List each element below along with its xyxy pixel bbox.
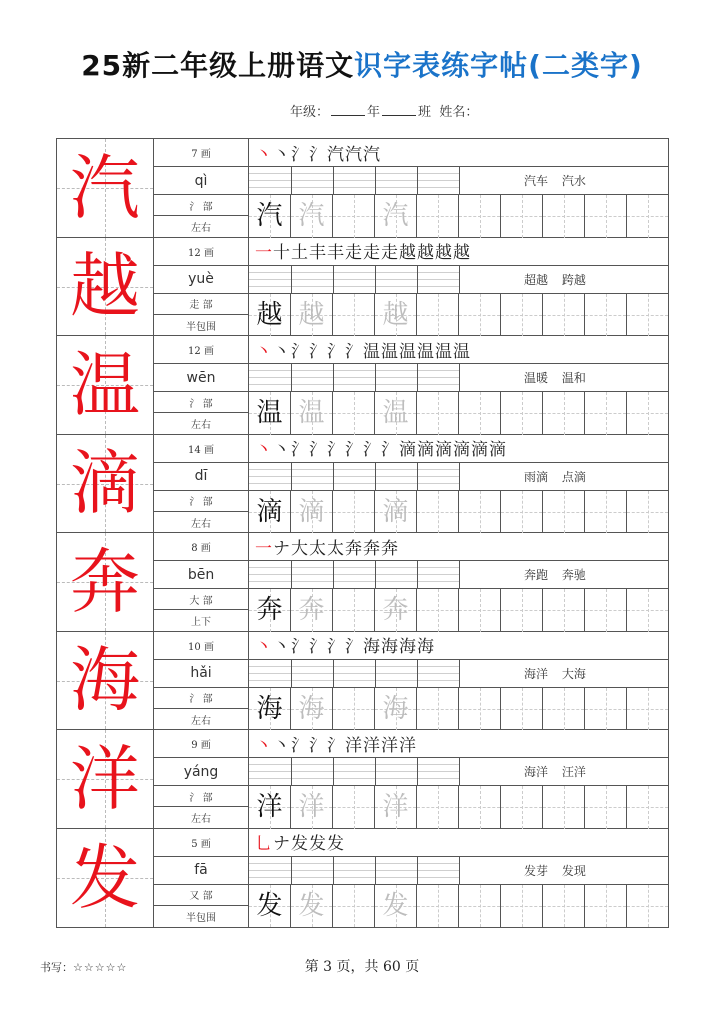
grade-label: 年级： [290, 105, 330, 120]
trace-character: 海 [382, 693, 409, 724]
writing-grid [249, 392, 668, 435]
name-label: 姓名： [439, 105, 479, 120]
big-character [57, 336, 154, 434]
writing-cell[interactable] [291, 294, 333, 337]
structure: 半包围 [154, 906, 249, 928]
model-character: 发 [256, 890, 283, 921]
writing-cell[interactable] [459, 885, 501, 928]
pinyin: qì [154, 167, 249, 195]
trace-character: 奔 [298, 595, 325, 626]
pinyin-practice-area[interactable] [249, 758, 668, 786]
trace-character: 海 [298, 693, 325, 724]
writing-cell[interactable] [417, 294, 459, 337]
character-row [57, 435, 668, 534]
writing-grid [249, 195, 668, 238]
character-row [57, 336, 668, 435]
grade-blank[interactable] [331, 106, 365, 116]
trace-character: 滴 [298, 496, 325, 527]
character-row [57, 533, 668, 632]
writing-grid [249, 688, 668, 731]
stroke-count: 12 画 [154, 238, 249, 266]
trace-character: 奔 [382, 595, 409, 626]
writing-cell[interactable] [333, 294, 375, 337]
trace-character: 发 [382, 890, 409, 921]
writing-cell[interactable] [543, 195, 585, 238]
radical: 又 部 [154, 885, 249, 906]
writing-cell[interactable] [543, 491, 585, 534]
writing-cell[interactable] [501, 688, 543, 731]
structure: 左右 [154, 807, 249, 829]
big-character-glyph: 洋 [70, 737, 140, 820]
trace-character: 洋 [298, 792, 325, 823]
writing-cell[interactable] [249, 294, 291, 337]
stroke-order [249, 632, 668, 660]
student-info [290, 101, 478, 120]
writing-cell[interactable] [459, 294, 501, 337]
model-character: 洋 [256, 792, 283, 823]
practice-sheet [56, 138, 669, 928]
writing-cell[interactable] [417, 786, 459, 829]
writing-cell[interactable] [543, 294, 585, 337]
structure: 半包围 [154, 315, 249, 337]
writing-cell[interactable] [585, 885, 627, 928]
writing-cell[interactable] [459, 491, 501, 534]
writing-cell[interactable] [543, 589, 585, 632]
writing-cell[interactable] [627, 491, 669, 534]
trace-character: 温 [298, 398, 325, 429]
model-character: 汽 [256, 201, 283, 232]
writing-cell[interactable] [375, 392, 417, 435]
trace-character: 温 [382, 398, 409, 429]
structure: 上下 [154, 610, 249, 632]
stroke-order [249, 730, 668, 758]
stroke-sequence: 丶丶氵氵氵氵氵氵滴滴滴滴滴滴 [255, 440, 507, 460]
writing-cell[interactable] [291, 688, 333, 731]
character-row [57, 632, 668, 731]
writing-cell[interactable] [417, 392, 459, 435]
writing-cell[interactable] [501, 294, 543, 337]
big-character-glyph: 奔 [70, 540, 140, 623]
writing-grid [249, 885, 668, 928]
rating-stars[interactable]: ☆☆☆☆☆ [73, 961, 128, 974]
radical: 氵 部 [154, 491, 249, 512]
writing-cell[interactable] [459, 195, 501, 238]
model-character: 海 [256, 693, 283, 724]
writing-cell[interactable] [459, 392, 501, 435]
pinyin-practice-area[interactable] [249, 167, 668, 195]
writing-cell[interactable] [249, 885, 291, 928]
pinyin: dī [154, 463, 249, 491]
writing-cell[interactable] [417, 589, 459, 632]
structure: 左右 [154, 413, 249, 435]
writing-cell[interactable] [459, 688, 501, 731]
big-character-glyph: 汽 [70, 146, 140, 229]
writing-cell[interactable] [501, 589, 543, 632]
writing-cell[interactable] [543, 786, 585, 829]
big-character-glyph: 温 [70, 343, 140, 426]
stroke-order [249, 435, 668, 463]
pinyin: yáng [154, 758, 249, 786]
pinyin: fā [154, 857, 249, 885]
stroke-sequence: 一ナ大太太奔奔奔 [255, 538, 399, 559]
writing-cell[interactable] [375, 491, 417, 534]
stroke-count: 10 画 [154, 632, 249, 660]
trace-character: 汽 [298, 201, 325, 232]
rating-label: 书写： [40, 961, 73, 974]
writing-grid [249, 491, 668, 534]
stroke-sequence: 丶丶氵氵汽汽汽 [255, 144, 381, 165]
big-character-glyph: 越 [70, 245, 140, 328]
page-title [0, 44, 724, 84]
stroke-sequence: 丶丶氵氵氵氵海海海海 [255, 637, 435, 657]
trace-character: 越 [298, 299, 325, 330]
big-character [57, 238, 154, 336]
writing-cell[interactable] [543, 885, 585, 928]
writing-cell[interactable] [627, 589, 669, 632]
stroke-count: 14 画 [154, 435, 249, 463]
stroke-sequence: 丶丶氵氵氵氵温温温温温温 [255, 341, 471, 362]
trace-character: 滴 [382, 496, 409, 527]
example-words: 汽车 汽水 [459, 167, 668, 194]
writing-cell[interactable] [333, 786, 375, 829]
big-character [57, 730, 154, 828]
writing-cell[interactable] [375, 195, 417, 238]
page-number: 第 3 页，共 60 页 [304, 959, 420, 975]
writing-cell[interactable] [627, 688, 669, 731]
big-character-glyph: 发 [70, 836, 140, 919]
stroke-order [249, 829, 668, 857]
writing-cell[interactable] [501, 392, 543, 435]
stroke-count: 12 画 [154, 336, 249, 364]
writing-cell[interactable] [291, 786, 333, 829]
example-words: 发芽 发现 [459, 857, 668, 884]
writing-cell[interactable] [585, 688, 627, 731]
character-row [57, 238, 668, 337]
writing-cell[interactable] [333, 688, 375, 731]
stroke-order [249, 139, 668, 167]
title-main: 25新二年级上册语文 [81, 49, 355, 82]
writing-cell[interactable] [375, 294, 417, 337]
big-character [57, 632, 154, 730]
writing-cell[interactable] [291, 392, 333, 435]
title-accent: 识字表练字帖(二类字) [354, 49, 643, 82]
radical: 氵 部 [154, 195, 249, 216]
class-blank[interactable] [382, 106, 416, 116]
pinyin: wēn [154, 364, 249, 392]
character-row [57, 730, 668, 829]
writing-cell[interactable] [543, 688, 585, 731]
writing-cell[interactable] [249, 786, 291, 829]
writing-cell[interactable] [291, 589, 333, 632]
example-words: 雨滴 点滴 [459, 463, 668, 490]
writing-cell[interactable] [249, 392, 291, 435]
writing-cell[interactable] [375, 688, 417, 731]
character-row [57, 829, 668, 928]
pinyin-practice-area[interactable] [249, 463, 668, 491]
writing-cell[interactable] [501, 195, 543, 238]
pinyin-practice-area[interactable] [249, 660, 668, 688]
big-character-glyph: 海 [70, 639, 140, 722]
model-character: 温 [256, 398, 283, 429]
writing-cell[interactable] [627, 392, 669, 435]
writing-cell[interactable] [459, 589, 501, 632]
radical: 氵 部 [154, 786, 249, 807]
example-words: 海洋 大海 [459, 660, 668, 687]
writing-cell[interactable] [417, 195, 459, 238]
writing-cell[interactable] [291, 195, 333, 238]
character-row [57, 139, 668, 238]
stroke-order [249, 533, 668, 561]
writing-cell[interactable] [249, 589, 291, 632]
radical: 氵 部 [154, 392, 249, 413]
big-character [57, 139, 154, 237]
writing-cell[interactable] [417, 688, 459, 731]
writing-cell[interactable] [333, 195, 375, 238]
example-words: 超越 跨越 [459, 266, 668, 293]
model-character: 奔 [256, 595, 283, 626]
stroke-sequence: 一十土丰丰走走走越越越越 [255, 243, 471, 263]
trace-character: 越 [382, 299, 409, 330]
writing-cell[interactable] [501, 786, 543, 829]
writing-cell[interactable] [627, 294, 669, 337]
stroke-order [249, 238, 668, 266]
writing-cell[interactable] [291, 491, 333, 534]
stroke-count: 9 画 [154, 730, 249, 758]
writing-grid [249, 786, 668, 829]
stroke-sequence: 乚ナ发发发 [255, 834, 345, 854]
structure: 左右 [154, 512, 249, 534]
writing-cell[interactable] [375, 786, 417, 829]
radical: 大 部 [154, 589, 249, 610]
stroke-count: 7 画 [154, 139, 249, 167]
pinyin-practice-area[interactable] [249, 857, 668, 885]
radical: 走 部 [154, 294, 249, 315]
big-character [57, 533, 154, 631]
model-character: 滴 [256, 496, 283, 527]
writing-cell[interactable] [249, 195, 291, 238]
writing-cell[interactable] [375, 589, 417, 632]
pinyin: hǎi [154, 660, 249, 688]
writing-cell[interactable] [333, 885, 375, 928]
writing-grid [249, 589, 668, 632]
trace-character: 洋 [382, 792, 409, 823]
trace-character: 发 [298, 890, 325, 921]
example-words: 奔跑 奔驰 [459, 561, 668, 588]
writing-cell[interactable] [585, 589, 627, 632]
writing-cell[interactable] [627, 885, 669, 928]
stroke-sequence: 丶丶氵氵氵洋洋洋洋 [255, 735, 417, 756]
writing-cell[interactable] [291, 885, 333, 928]
stroke-count: 5 画 [154, 829, 249, 857]
writing-cell[interactable] [417, 885, 459, 928]
writing-cell[interactable] [501, 491, 543, 534]
writing-cell[interactable] [249, 688, 291, 731]
pinyin: yuè [154, 266, 249, 294]
writing-cell[interactable] [375, 885, 417, 928]
big-character-glyph: 滴 [70, 442, 140, 525]
example-words: 温暖 温和 [459, 364, 668, 391]
structure: 左右 [154, 709, 249, 731]
big-character [57, 435, 154, 533]
pinyin-practice-area[interactable] [249, 266, 668, 294]
example-words: 海洋 汪洋 [459, 758, 668, 785]
class-label: 班 [418, 105, 432, 120]
trace-character: 汽 [382, 201, 409, 232]
pinyin-practice-area[interactable] [249, 364, 668, 392]
structure: 左右 [154, 216, 249, 238]
writing-cell[interactable] [585, 392, 627, 435]
writing-cell[interactable] [417, 491, 459, 534]
writing-cell[interactable] [585, 294, 627, 337]
writing-cell[interactable] [627, 786, 669, 829]
writing-cell[interactable] [333, 392, 375, 435]
writing-cell[interactable] [543, 392, 585, 435]
stroke-count: 8 画 [154, 533, 249, 561]
writing-cell[interactable] [459, 786, 501, 829]
writing-cell[interactable] [249, 491, 291, 534]
radical: 氵 部 [154, 688, 249, 709]
writing-cell[interactable] [627, 195, 669, 238]
big-character [57, 829, 154, 928]
writing-cell[interactable] [585, 491, 627, 534]
writing-cell[interactable] [585, 195, 627, 238]
pinyin: bēn [154, 561, 249, 589]
year-label: 年 [367, 105, 381, 120]
writing-cell[interactable] [333, 491, 375, 534]
writing-grid [249, 294, 668, 337]
pinyin-practice-area[interactable] [249, 561, 668, 589]
stroke-order [249, 336, 668, 364]
model-character: 越 [256, 299, 283, 330]
writing-cell[interactable] [501, 885, 543, 928]
writing-cell[interactable] [333, 589, 375, 632]
writing-cell[interactable] [585, 786, 627, 829]
